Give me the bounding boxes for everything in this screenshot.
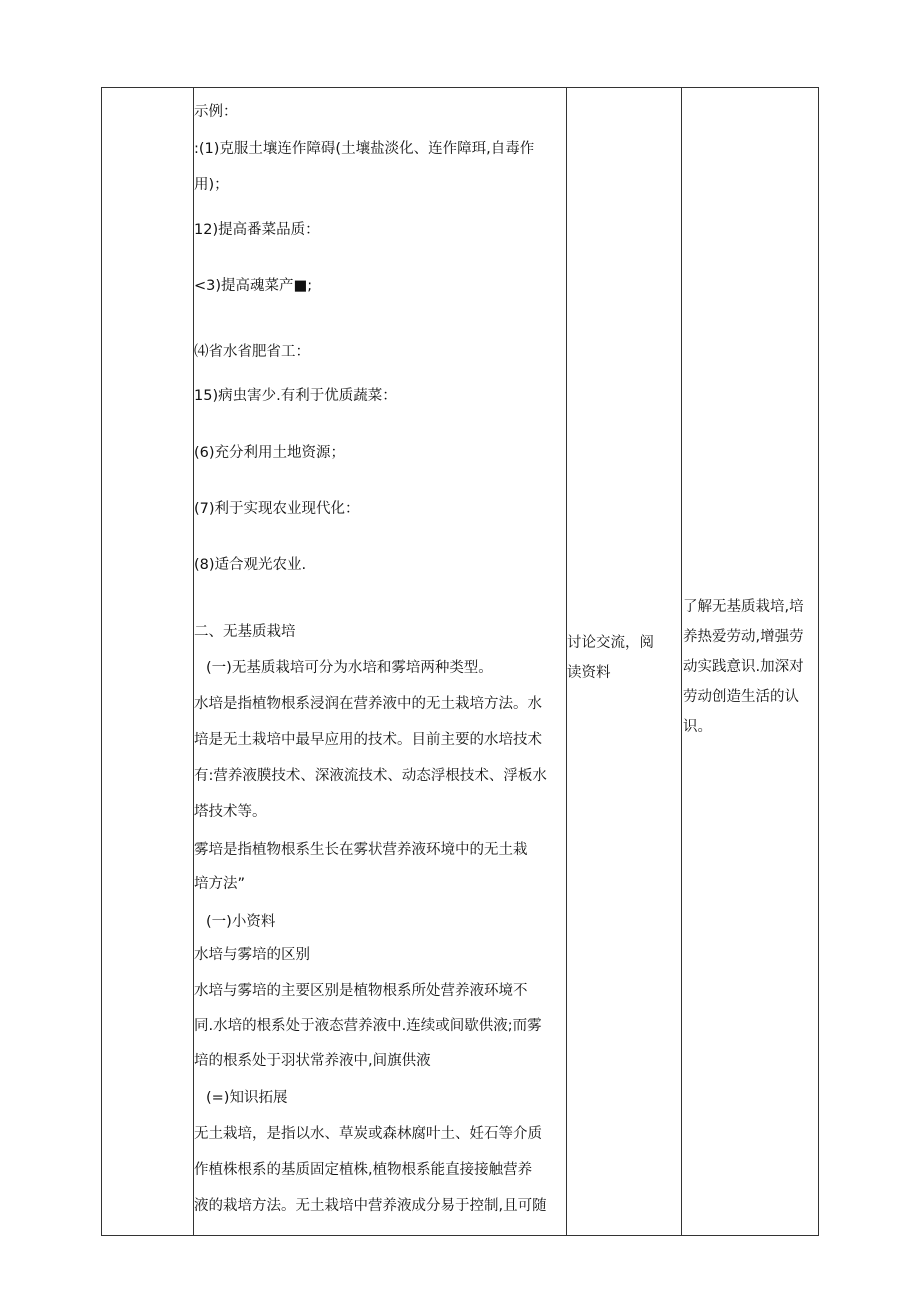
activity-line: 读资料 xyxy=(567,665,611,681)
student-activity-column xyxy=(567,628,677,688)
content-line: 水培与雾培的区别 xyxy=(194,947,310,963)
content-line: 液的栽培方法。无土栽培中营养液成分易于控制,且可随 xyxy=(194,1198,547,1214)
content-line: (7)利于实现农业现代化： xyxy=(194,501,360,517)
content-line: 有:营养液膜技术、深液流技术、动态浮根技术、浮板水 xyxy=(194,768,547,784)
content-line: <3)提高魂菜产■; xyxy=(194,278,313,294)
content-line: 培是无土栽培中最早应用的技术。目前主要的水培技术 xyxy=(194,732,542,748)
activity-line: 讨论交流，阅 xyxy=(567,635,654,651)
content-line: 用)； xyxy=(194,177,229,193)
content-line: 水培与雾培的主要区别是植物根系所处营养液环境不 xyxy=(194,983,528,999)
content-line: 培的根系处于羽状常养液中,间旗供液 xyxy=(194,1053,431,1069)
intent-line: 了解无基质栽培,培 xyxy=(683,599,804,615)
lesson-plan-table xyxy=(101,87,819,1236)
intent-line: 劳动创造生活的认 xyxy=(683,689,799,705)
content-line: 15)病虫害少.有利于优质蔬菜： xyxy=(194,388,397,404)
content-line: 水培是指植物根系浸润在营养液中的无土栽培方法。水 xyxy=(194,696,542,712)
content-line: (8)适合观光农业. xyxy=(194,557,307,573)
intent-line: 动实践意识.加深对 xyxy=(683,659,804,675)
content-line: ⑷省水省肥省工： xyxy=(194,344,310,360)
content-line: 12)提高番菜品质： xyxy=(194,222,320,238)
intent-line: 养热爱劳动,增强劳 xyxy=(683,629,804,645)
content-line: (一)小资料 xyxy=(206,914,276,930)
content-line: (一)无基质栽培可分为水培和雾培两种类型。 xyxy=(206,660,493,676)
content-line: 雾培是指植物根系生长在雾状营养液环境中的无土栽 xyxy=(194,842,528,858)
content-line: (=)知识拓展 xyxy=(206,1090,288,1106)
content-line: 塔技术等。 xyxy=(194,804,267,820)
intent-line: 识。 xyxy=(683,719,712,735)
content-line: 作植株根系的基质固定植株,植物根系能直接接触营养 xyxy=(194,1162,533,1178)
content-line: 无土栽培，是指以水、草炭或森林腐叶土、妊石等介质 xyxy=(194,1126,542,1142)
design-intent-column xyxy=(683,592,817,742)
content-line: 同.水培的根系处于液态营养液中.连续或间歇供液;而雾 xyxy=(194,1018,542,1034)
column-divider xyxy=(681,88,682,1235)
content-line: :(1)克服土壤连作障碍(土壤盐淡化、连作障珥,自毒作 xyxy=(194,141,535,157)
content-line: 培方法” xyxy=(194,876,246,892)
content-line: (6)充分利用土地资源； xyxy=(194,445,346,461)
section-heading: 二、无基质栽培 xyxy=(194,624,296,640)
content-line: 示例： xyxy=(194,104,238,120)
